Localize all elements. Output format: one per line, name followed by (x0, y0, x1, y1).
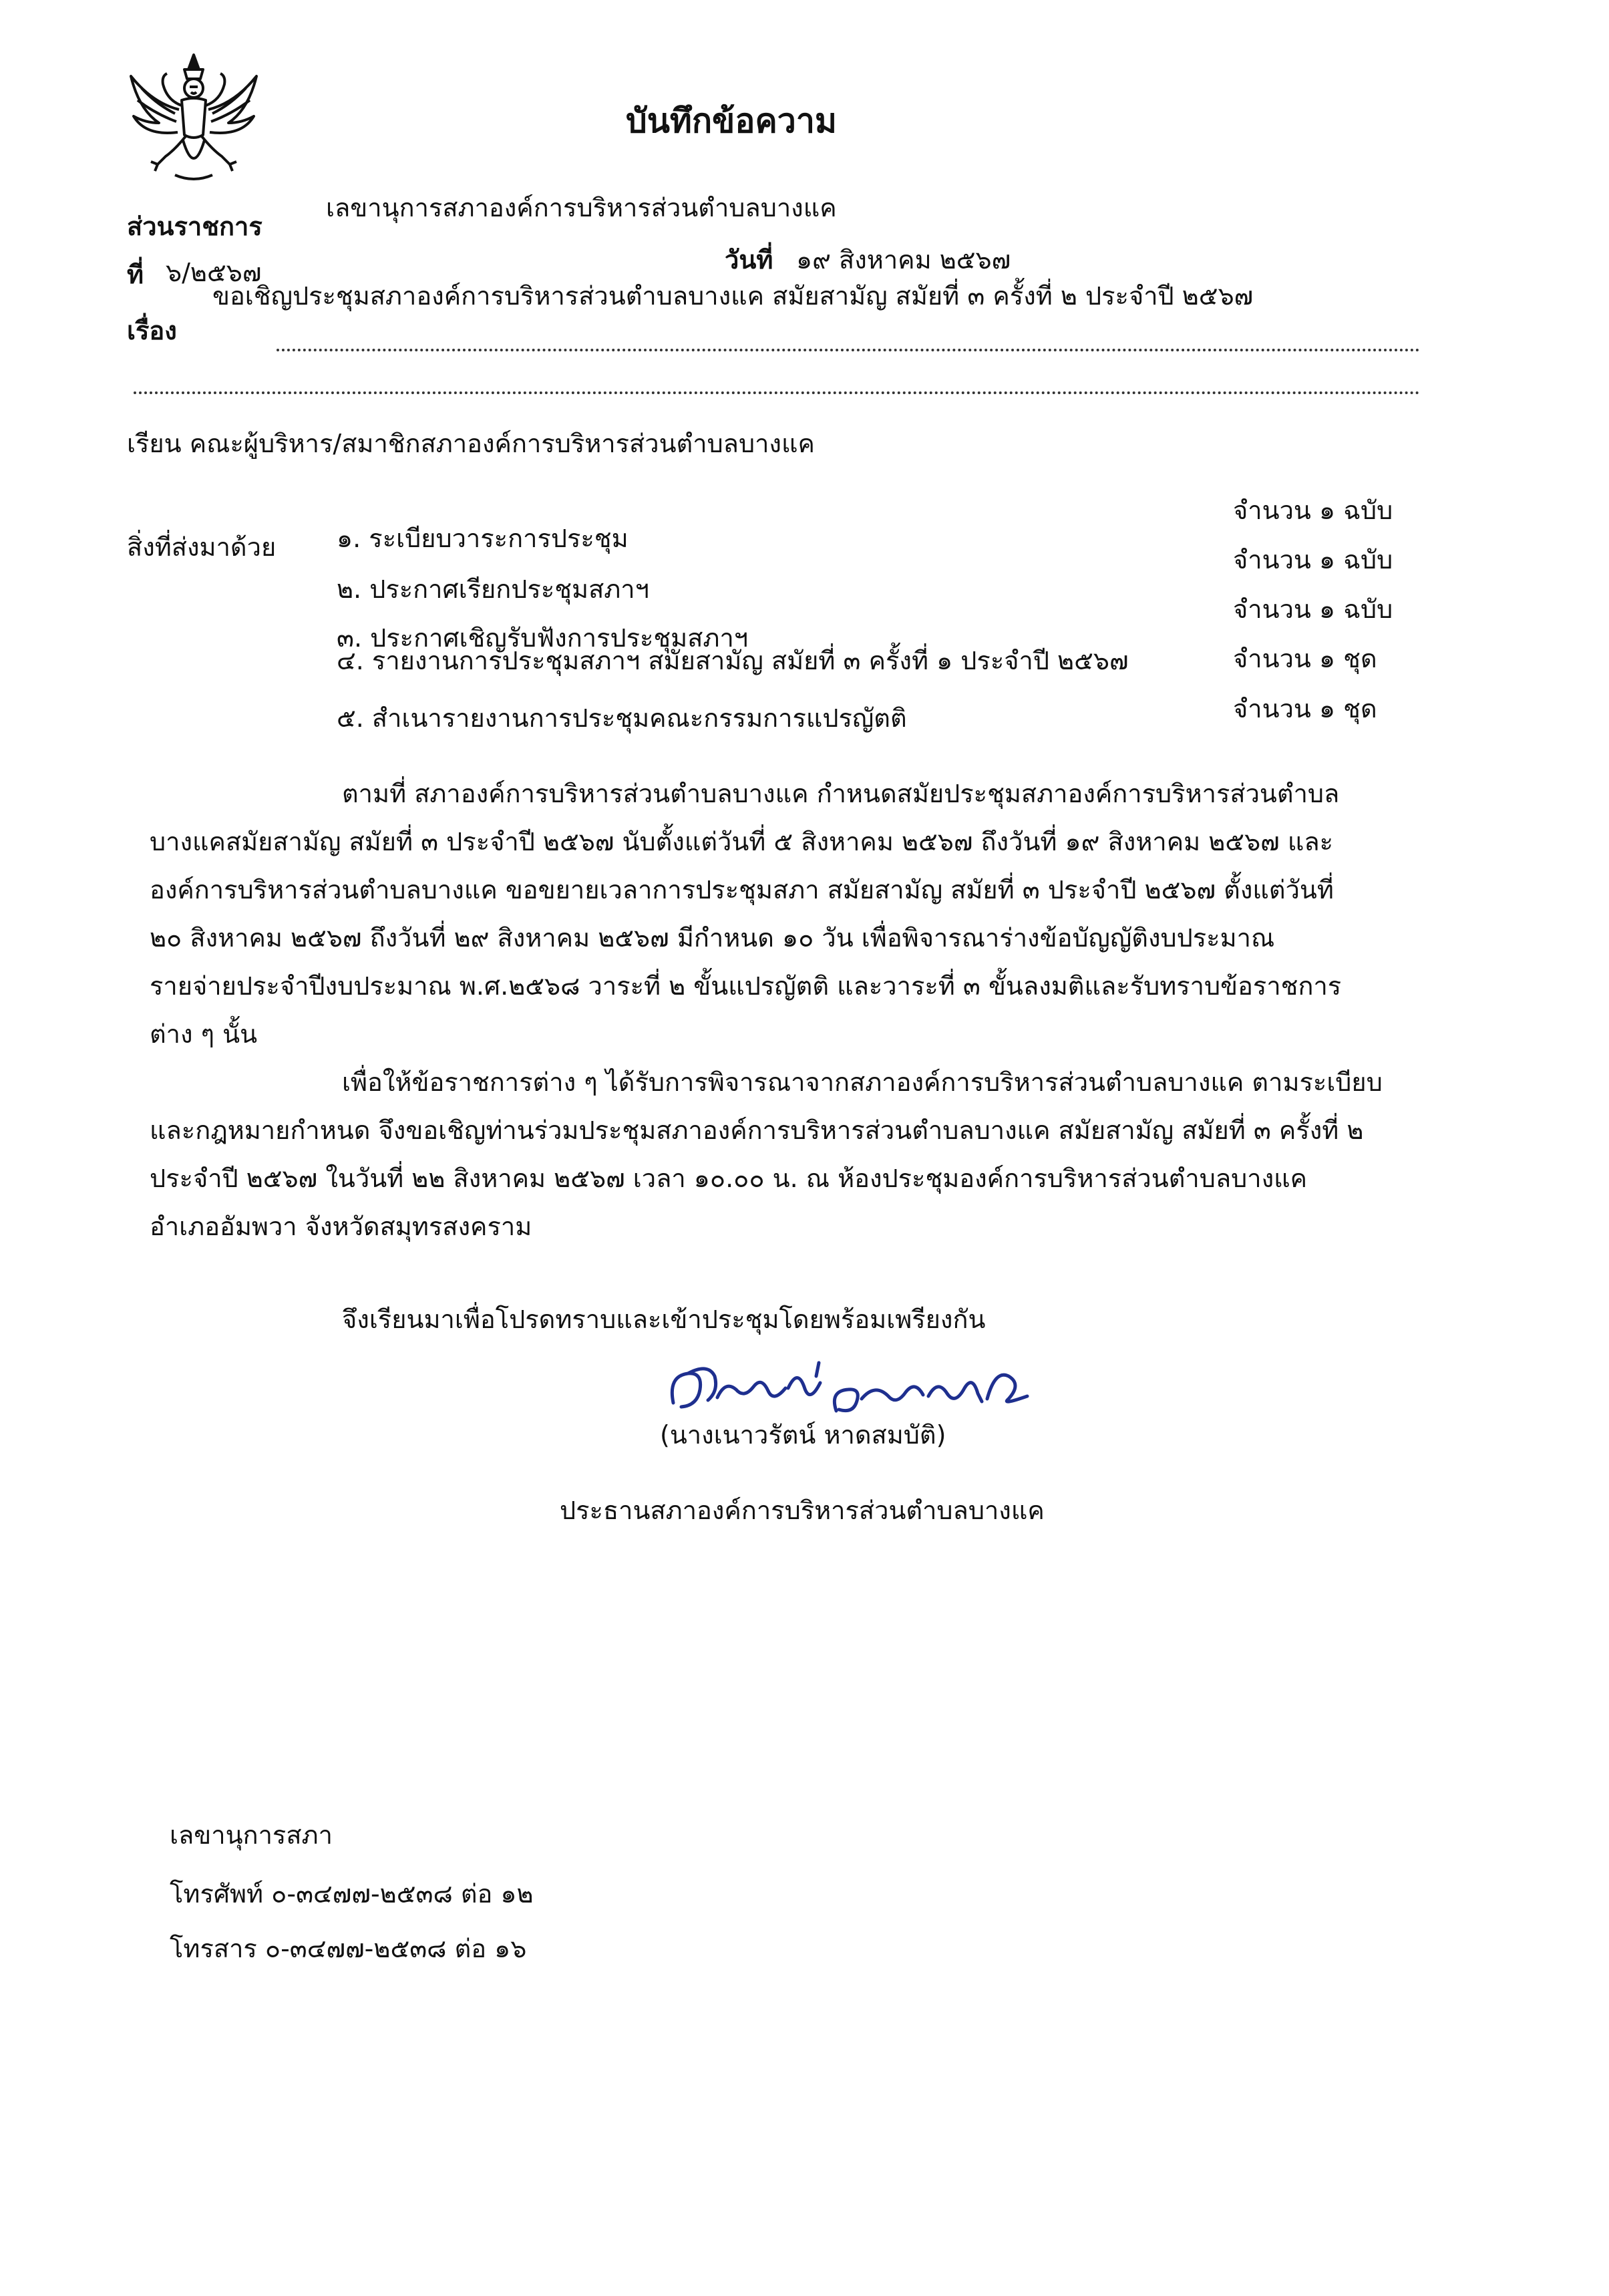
handwritten-signature-icon (661, 1349, 1042, 1430)
salutation: เรียน คณะผู้บริหาร/สมาชิกสภาองค์การบริหารส่วนตำบลบางแค (127, 429, 815, 458)
signatory-position: ประธานสภาองค์การบริหารส่วนตำบลบางแค (560, 1496, 1045, 1525)
paragraph-line: ประจำปี ๒๕๖๗ ในวันที่ ๒๒ สิงหาคม ๒๕๖๗ เวลา ๑๐.๐๐ น. ณ ห้องประชุมองค์การบริหารส่วนตำบลบางแค (150, 1164, 1308, 1193)
ref-value: ๖/๒๕๖๗ (166, 258, 262, 287)
enclosure-qty: จำนวน ๑ ฉบับ (1233, 496, 1393, 525)
date-value: ๑๙ สิงหาคม ๒๕๖๗ (796, 245, 1011, 275)
closing-text: จึงเรียนมาเพื่อโปรดทราบและเข้าประชุมโดยพร้อมเพรียงกัน (342, 1305, 986, 1334)
paragraph-line: และกฎหมายกำหนด จึงขอเชิญท่านร่วมประชุมสภาองค์การบริหารส่วนตำบลบางแค สมัยสามัญ สมัยที่ ๓ ครั้งที่ ๒ (150, 1116, 1364, 1145)
body-paragraph-2 (150, 1058, 1461, 1251)
paragraph-line: ตามที่ สภาองค์การบริหารส่วนตำบลบางแค กำหนดสมัยประชุมสภาองค์การบริหารส่วนตำบล (342, 779, 1340, 808)
paragraph-line: เพื่อให้ข้อราชการต่าง ๆ ได้รับการพิจารณาจากสภาองค์การบริหารส่วนตำบลบางแค ตามระเบียบ (342, 1068, 1383, 1097)
subject-value: ขอเชิญประชุมสภาองค์การบริหารส่วนตำบลบางแค สมัยสามัญ สมัยที่ ๓ ครั้งที่ ๒ ประจำปี ๒๕๖๗ (212, 281, 1254, 311)
garuda-emblem-icon (119, 49, 269, 190)
footer-phone: โทรศัพท์ ๐-๓๔๗๗-๒๕๓๘ ต่อ ๑๒ (170, 1879, 534, 1909)
footer-fax: โทรสาร ๐-๓๔๗๗-๒๕๓๘ ต่อ ๑๖ (170, 1934, 527, 1963)
enclosure-item: ๑. ระเบียบวาระการประชุม (337, 524, 629, 553)
signatory-name: (นางเนาวรัตน์ หาดสมบัติ) (660, 1420, 946, 1450)
paragraph-line: ต่าง ๆ นั้น (150, 1019, 258, 1049)
header-dotted-line (134, 391, 1420, 394)
enclosure-item: ๕. สำเนารายงานการประชุมคณะกรรมการแปรญัตติ (337, 703, 907, 733)
enclosures-label: สิ่งที่ส่งมาด้วย (127, 532, 277, 562)
subject-label: เรื่อง (127, 316, 177, 345)
document-title: บันทึกข้อความ (626, 102, 837, 140)
agency-value: เลขานุการสภาองค์การบริหารส่วนตำบลบางแค (326, 193, 837, 222)
enclosure-item: ๒. ประกาศเรียกประชุมสภาฯ (337, 575, 649, 604)
enclosure-item: ๓. ประกาศเชิญรับฟังการประชุมสภาฯ (337, 623, 749, 653)
enclosure-qty: จำนวน ๑ ฉบับ (1233, 545, 1393, 575)
agency-label: ส่วนราชการ (127, 212, 262, 241)
subject-dotted-line (277, 349, 1420, 351)
enclosure-qty: จำนวน ๑ ฉบับ (1233, 595, 1393, 624)
ref-label: ที่ (127, 260, 144, 289)
enclosure-item: ๔. รายงานการประชุมสภาฯ สมัยสามัญ สมัยที่ ๓ ครั้งที่ ๑ ประจำปี ๒๕๖๗ (337, 646, 1129, 675)
paragraph-line: บางแคสมัยสามัญ สมัยที่ ๓ ประจำปี ๒๕๖๗ นับตั้งแต่วันที่ ๕ สิงหาคม ๒๕๖๗ ถึงวันที่ ๑๙ สิงหาคม ๒๕๖๗ และ (150, 827, 1334, 856)
enclosure-qty: จำนวน ๑ ชุด (1233, 644, 1377, 673)
paragraph-line: รายจ่ายประจำปีงบประมาณ พ.ศ.๒๕๖๘ วาระที่ ๒ ขั้นแปรญัตติ และวาระที่ ๓ ขั้นลงมติและรับทราบข้อราชการ (150, 971, 1342, 1001)
footer-unit: เลขานุการสภา (170, 1820, 333, 1850)
enclosure-qty: จำนวน ๑ ชุด (1233, 694, 1377, 723)
body-paragraph-1 (150, 770, 1461, 1058)
paragraph-line: อำเภออัมพวา จังหวัดสมุทรสงคราม (150, 1212, 532, 1241)
date-label: วันที่ (725, 245, 773, 275)
paragraph-line: องค์การบริหารส่วนตำบลบางแค ขอขยายเวลาการประชุมสภา สมัยสามัญ สมัยที่ ๓ ประจำปี ๒๕๖๗ ตั้งแต่วันที่ (150, 875, 1334, 905)
paragraph-line: ๒๐ สิงหาคม ๒๕๖๗ ถึงวันที่ ๒๙ สิงหาคม ๒๕๖๗ มีกำหนด ๑๐ วัน เพื่อพิจารณาร่างข้อบัญญัติงบประมาณ (150, 923, 1275, 953)
